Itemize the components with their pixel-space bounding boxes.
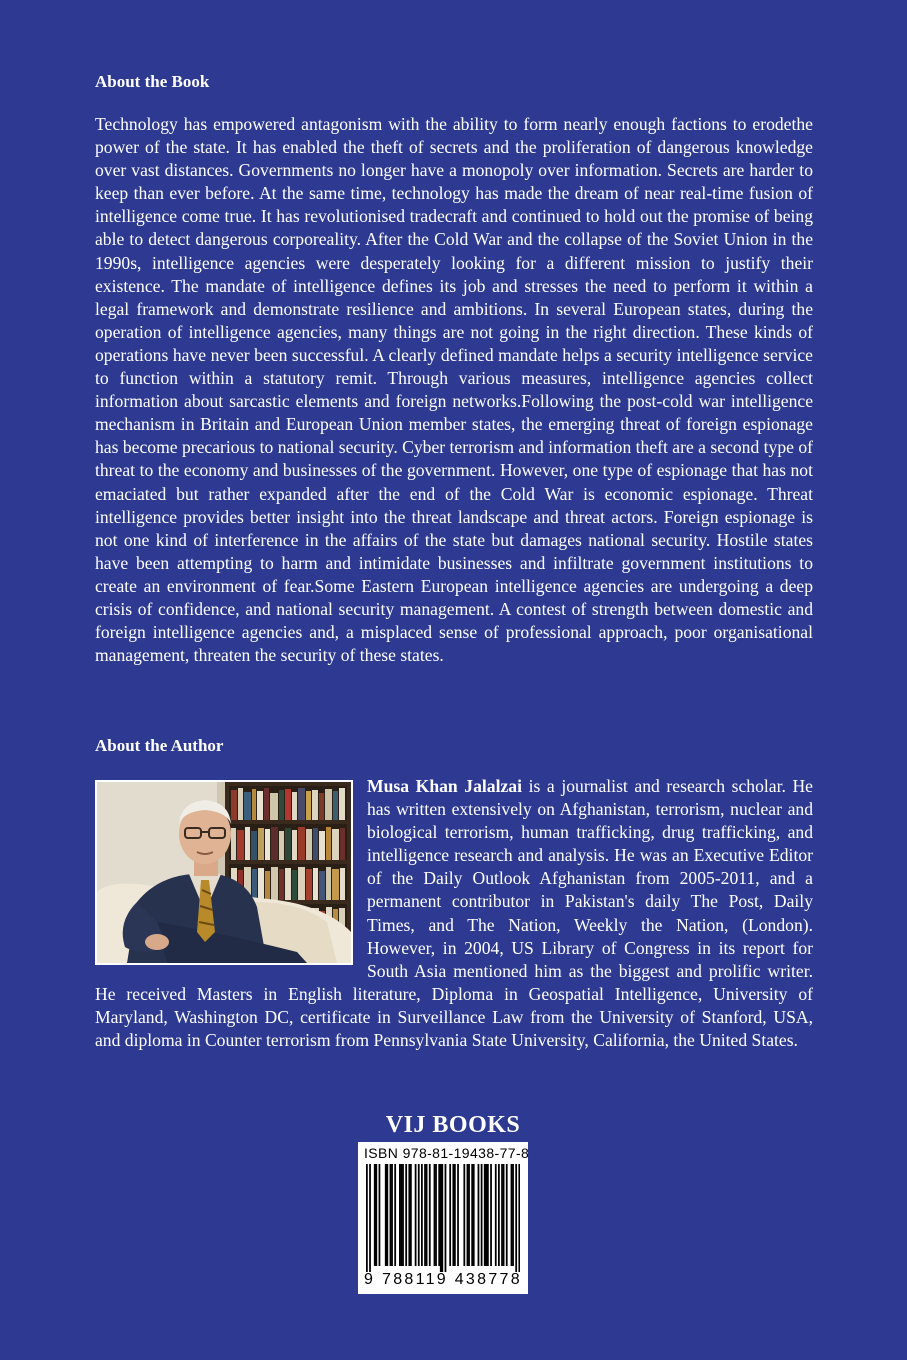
author-photo <box>95 780 353 965</box>
barcode-bar <box>401 1164 403 1266</box>
author-name: Musa Khan Jalalzai <box>367 776 522 796</box>
barcode-bar <box>457 1164 459 1266</box>
barcode-bar <box>467 1164 469 1266</box>
barcode-bar <box>408 1164 410 1266</box>
barcode-bar <box>490 1164 492 1266</box>
barcode-bar <box>471 1164 473 1266</box>
barcode-bar <box>495 1164 497 1266</box>
about-book-heading: About the Book <box>95 72 210 91</box>
about-author-section <box>95 775 813 1080</box>
barcode-bar <box>391 1164 393 1266</box>
barcode-bar <box>506 1164 508 1266</box>
barcode-bar <box>415 1164 417 1266</box>
barcode-bar <box>386 1164 388 1266</box>
barcode-bar <box>426 1164 428 1266</box>
barcode-bar <box>484 1164 486 1266</box>
barcode-bar <box>435 1164 437 1266</box>
barcode-bar <box>366 1164 368 1272</box>
barcode-bar <box>518 1164 520 1272</box>
isbn-barcode <box>358 1142 528 1294</box>
barcode-bar <box>399 1164 401 1266</box>
barcode-bar <box>498 1164 500 1266</box>
barcode-bar <box>440 1164 442 1272</box>
barcode-bar <box>418 1164 420 1266</box>
barcode-bar <box>512 1164 514 1266</box>
barcode-bars <box>366 1164 520 1272</box>
barcode-bar <box>501 1164 503 1266</box>
barcode-bar <box>375 1164 377 1266</box>
barcode-bar <box>441 1164 443 1272</box>
barcode-bar <box>481 1164 483 1266</box>
barcode-bar <box>487 1164 489 1266</box>
about-book-text: Technology has empowered antagonism with the ability to form nearly enough factions to erodethe power of the state. It has enabled the theft of secrets and the proliferation of dangerous knowledge over vast distances. Governments no longer have a monopoly over information. Secrets are harder to keep than ever before. At the same time, technology has made the dream of near real-time fusion of intelligence come true. It has revolutionised tradecraft and continued to hold out the promise of being able to detect dangerous corporeality. After the Cold War and the collapse of the Soviet Union in the 1990s, intelligence agencies were desperately looking for a different mission to justify their existence. The mandate of intelligence defines its job and stresses the need to perform it within a legal framework and demonstrate resilience and ambitions. In several European states, during the operation of intelligence agencies, many things are not going in the right direction. These kinds of operations have never been successful. A clearly defined mandate helps a security intelligence service to function within a statutory remit. Through various measures, intelligence agencies collect information about sarcastic elements and foreign networks.Following the post-cold war intelligence mechanism in Britain and European Union member states, the emerging threat of foreign espionage has become precarious to national security. Cyber terrorism and information theft are a second type of threat to the economy and businesses of the government. However, one type of espionage that has not emaciated but rather expanded after the end of the Cold War is economic espionage. Threat intelligence provides better insight into the threat landscape and threat actors. Foreign espionage is not one kind of interference in the affairs of the state but damages national security. Hostile states have been attempting to harm and intimidate businesses and infiltrate government institutions to create an environment of fear.Some Eastern European intelligence agencies are undergoing a deep crisis of confidence, and national security management. A contest of strength between domestic and foreign intelligence agencies and, a misplaced sense of professional approach, poor organisational management, threaten the security of these states. <box>95 114 813 666</box>
barcode-bar <box>473 1164 475 1266</box>
barcode-bar <box>454 1164 456 1266</box>
barcode-bar <box>485 1164 487 1266</box>
barcode-bar <box>463 1164 465 1266</box>
barcode-bar <box>511 1164 513 1266</box>
barcode-bar <box>452 1164 454 1266</box>
barcode-bar <box>394 1164 396 1266</box>
barcode-bar <box>515 1164 517 1272</box>
barcode-bar <box>438 1164 440 1266</box>
author-bio: is a journalist and research scholar. He has written extensively on Afghanistan, terrorism, nuclear and biological terrorism, human trafficking, drug trafficking, and intelligence research and analysis. He was an Executive Editor of the Daily Outlook Afghanistan from 2005-2011, and a permanent contributor in Pakistan's daily The Post, Daily Times, and The Nation, Weekly the Nation, (London). However, in 2004, US Library of Congress in its report for South Asia mentioned him as the biggest and prolific writer. He received Masters in English literature, Diploma in Geospatial Intelligence, University of Maryland, Washington DC, certificate in Surveillance Law from the University of Stanford, USA, and diploma in Counter terrorism from Pennsylvania State University, California, the United States. <box>95 776 813 1051</box>
publisher-name: VIJ BOOKS <box>385 1112 521 1138</box>
isbn-label: ISBN 978-81-19438-77-8 <box>364 1145 530 1161</box>
barcode-bar <box>390 1164 392 1266</box>
barcode-bar <box>429 1164 431 1266</box>
barcode-bar <box>385 1164 387 1266</box>
barcode-bar <box>445 1164 447 1272</box>
barcode-bar <box>410 1164 412 1266</box>
barcode-bar <box>379 1164 381 1266</box>
barcode-bar <box>503 1164 505 1266</box>
barcode-bar <box>405 1164 407 1266</box>
barcode-bar <box>449 1164 451 1266</box>
barcode-bar <box>421 1164 423 1266</box>
barcode-bar <box>468 1164 470 1266</box>
barcode-digits: 9 788119 438778 <box>364 1271 522 1288</box>
barcode-bar <box>478 1164 480 1266</box>
barcode-bar <box>369 1164 371 1272</box>
about-author-heading: About the Author <box>95 736 224 755</box>
barcode-bar <box>402 1164 404 1266</box>
barcode-bar <box>424 1164 426 1266</box>
barcode-bar <box>434 1164 436 1266</box>
barcode-bar <box>374 1164 376 1266</box>
